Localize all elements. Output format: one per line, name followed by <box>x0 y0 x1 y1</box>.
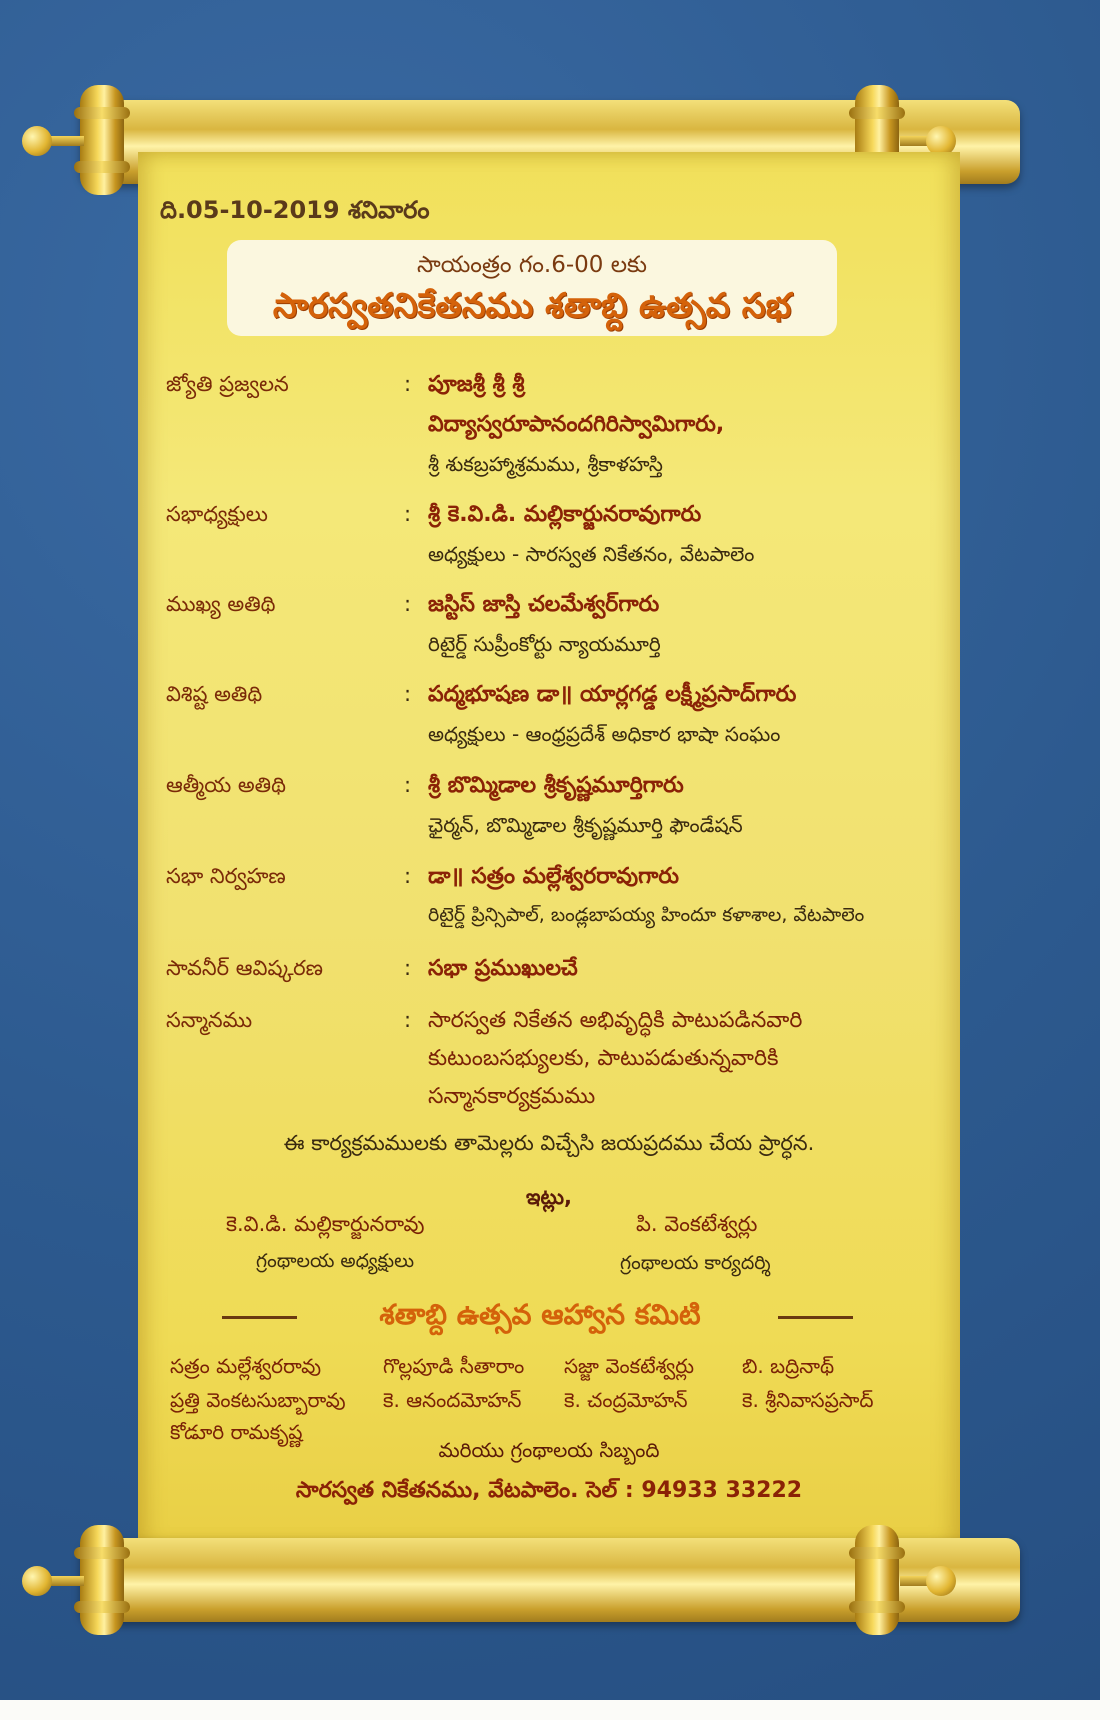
program-name: డా॥ సత్రం మల్లేశ్వరరావుగారు <box>428 864 680 889</box>
committee-member: కె. శ్రీనివాసప్రసాద్ <box>742 1388 874 1412</box>
program-name: శ్రీ కె.వి.డి. మల్లికార్జునరావుగారు <box>428 502 702 527</box>
program-name: సభా ప్రముఖులచే <box>428 956 578 981</box>
program-label: సభా నిర్వహణ <box>166 864 286 888</box>
program-detail: సారస్వత నికేతన అభివృద్ధికి పాటుపడినవారి <box>428 1008 803 1033</box>
program-label: విశిష్ట అతిథి <box>166 682 263 706</box>
program-detail: శ్రీ శుకబ్రహ్మాశ్రమము, శ్రీకాళహస్తి <box>428 452 663 476</box>
header-box <box>227 240 837 336</box>
program-detail: అధ్యక్షులు - ఆంధ్రప్రదేశ్ అధికార భాషా సంఘం <box>428 722 781 746</box>
scroll-bottom-left-knob <box>80 1525 124 1635</box>
program-name: జస్టిస్ జాస్తి చలమేశ్వర్‌గారు <box>428 592 660 617</box>
committee-member: బి. బద్రినాథ్ <box>742 1354 835 1378</box>
committee-title: శతాబ్ది ఉత్సవ ఆహ్వాన కమిటి <box>379 1298 701 1331</box>
staff-line: మరియు గ్రంథాలయ సిబ్బంది <box>438 1438 660 1462</box>
scroll-bottom-left-stem <box>50 1576 84 1586</box>
committee-member: సత్రం మల్లేశ్వరరావు <box>170 1354 322 1378</box>
program-label: జ్యోతి ప్రజ్వలన <box>166 372 289 396</box>
closing-itlu: ఇట్లు, <box>526 1185 572 1209</box>
program-detail: సన్మానకార్యక్రమము <box>428 1084 596 1109</box>
scroll-bottom-right-ball <box>926 1566 956 1596</box>
program-detail: అధ్యక్షులు - సారస్వత నికేతనం, వేటపాలెం <box>428 542 755 566</box>
program-label: సావనీర్ ఆవిష్కరణ <box>166 956 323 980</box>
committee-member: కోడూరి రామకృష్ణ <box>170 1420 303 1444</box>
program-label: సన్మానము <box>166 1008 253 1032</box>
event-time: సాయంత్రం గం.6-00 లకు <box>417 252 647 278</box>
request-line: ఈ కార్యక్రమములకు తామెల్లరు విచ్చేసి జయప్రదము చేయ ప్రార్ధన. <box>283 1131 815 1155</box>
scroll-top-left-ball <box>22 126 52 156</box>
program-name-cont: విద్యాస్వరూపానందగిరిస్వామిగారు, <box>428 412 725 437</box>
program-detail: రిటైర్డ్ ప్రిన్సిపాల్, బండ్లబాపయ్య హిందూ కళాశాల, వేటపాలెం <box>428 904 865 926</box>
program-name: పద్మభూషణ డా॥ యార్లగడ్డ లక్ష్మీప్రసాద్‌గారు <box>428 682 797 707</box>
scroll-top-left-stem <box>50 136 84 146</box>
colon: : <box>404 502 412 526</box>
event-title: సారస్వతనికేతనము శతాబ్ది ఉత్సవ సభ <box>272 286 792 326</box>
scroll-top-left-knob <box>80 85 124 195</box>
program-name: పూజశ్రీ శ్రీ శ్రీ <box>428 372 525 397</box>
committee-member: గొల్లపూడి సీతారాం <box>383 1354 525 1378</box>
signatory-role-secretary: గ్రంథాలయ కార్యదర్శి <box>620 1252 771 1274</box>
colon: : <box>404 372 412 396</box>
program-detail: రిటైర్డ్ సుప్రీంకోర్టు న్యాయమూర్తి <box>428 632 661 656</box>
committee-member: ప్రత్తి వెంకటసుబ్బారావు <box>170 1388 346 1412</box>
program-detail: కుటుంబసభ్యులకు, పాటుపడుతున్నవారికి <box>428 1046 779 1071</box>
colon: : <box>404 1008 412 1032</box>
committee-member: కె. ఆనందమోహన్ <box>383 1388 522 1412</box>
program-detail: ఛైర్మన్, బొమ్మిడాల శ్రీకృష్ణమూర్తి ఫౌండేషన్ <box>428 813 743 837</box>
address-line: సారస్వత నికేతనము, వేటపాలెం. సెల్ : 94933 33222 <box>295 1478 803 1503</box>
program-label: సభాధ్యక్షులు <box>166 502 268 526</box>
colon: : <box>404 773 412 797</box>
signatory-role-president: గ్రంథాలయ అధ్యక్షులు <box>256 1250 415 1272</box>
event-date: ది.05-10-2019 శనివారం <box>160 196 430 224</box>
colon: : <box>404 592 412 616</box>
colon: : <box>404 956 412 980</box>
program-name: శ్రీ బొమ్మిడాల శ్రీకృష్ణమూర్తిగారు <box>428 773 684 798</box>
program-label: ఆత్మీయ అతిథి <box>166 773 286 797</box>
colon: : <box>404 682 412 706</box>
committee-member: సజ్జా వెంకటేశ్వర్లు <box>564 1354 695 1378</box>
signatory-name-president: కె.వి.డి. మల్లికార్జునరావు <box>226 1212 425 1236</box>
committee-right-dash <box>778 1316 853 1319</box>
scroll-bottom-right-knob <box>855 1525 899 1635</box>
committee-member: కె. చంద్రమోహన్ <box>564 1388 688 1412</box>
colon: : <box>404 864 412 888</box>
scroll-bottom-left-ball <box>22 1566 52 1596</box>
signatory-name-secretary: పి. వెంకటేశ్వర్లు <box>636 1212 758 1236</box>
program-label: ముఖ్య అతిథి <box>166 592 276 616</box>
